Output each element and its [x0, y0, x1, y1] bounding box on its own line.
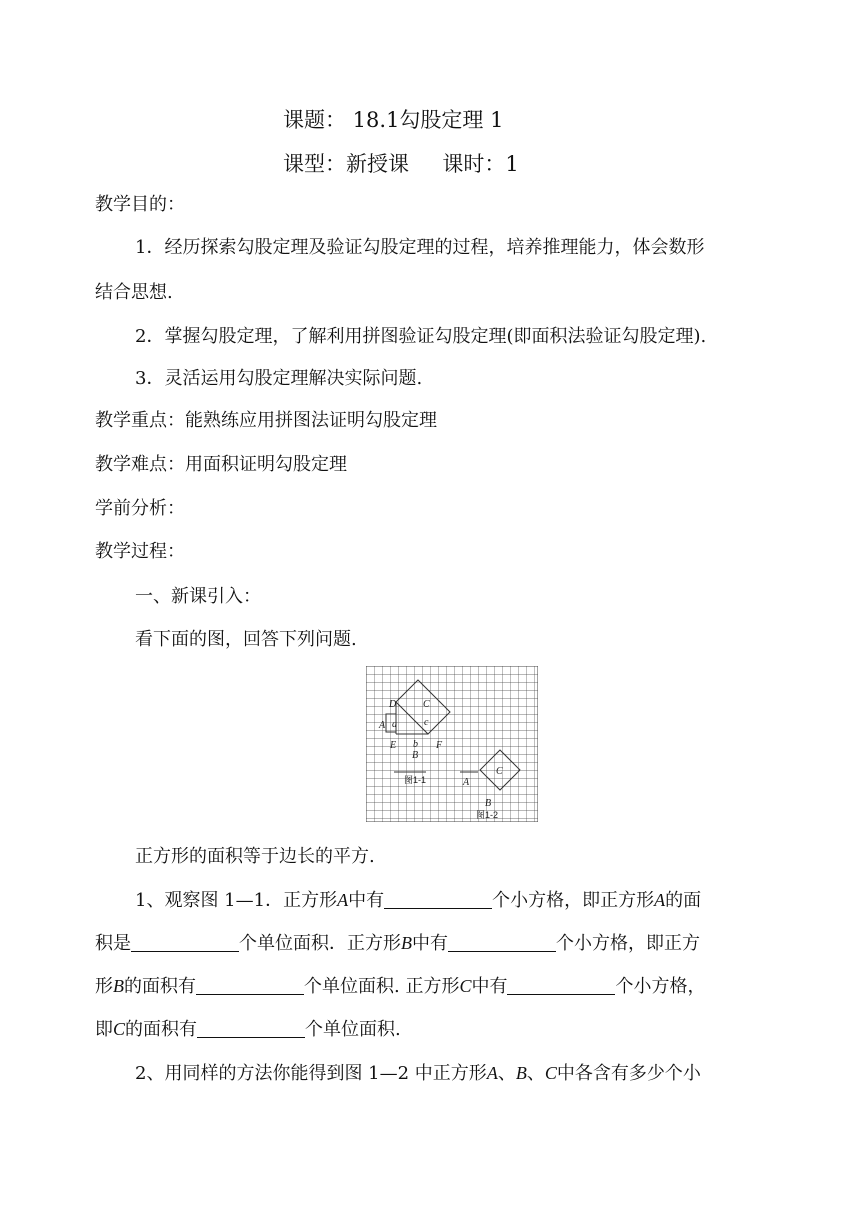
lesson-title: 课题： 18.1勾股定理 1	[283, 108, 504, 132]
q1-var-a: A	[337, 890, 349, 910]
label-a: a	[392, 719, 397, 730]
label-D: D	[389, 699, 397, 710]
look-instruction: 看下面的图，回答下列问题.	[135, 629, 357, 650]
lesson-type: 课型：新授课 课时：1	[283, 152, 519, 176]
answer-blank-5[interactable]	[507, 976, 615, 995]
q1-text-3: 个小方格，即正方形	[492, 890, 655, 911]
label-F: F	[436, 740, 443, 751]
pre-analysis: 学前分析：	[95, 498, 185, 519]
q1-l2-text-4: 个小方格，即正方	[556, 933, 700, 954]
square-area-statement: 正方形的面积等于边长的平方.	[135, 846, 375, 867]
q2-text-1: 2、用同样的方法你能得到图 1—2 中正方形	[135, 1063, 487, 1084]
goal-1-line-2: 结合思想.	[95, 282, 173, 303]
goals-heading: 教学目的：	[95, 194, 185, 215]
grid-figure	[366, 666, 538, 822]
q2-text-2: 中各含有多少个小	[556, 1063, 701, 1084]
answer-blank-6[interactable]	[197, 1019, 305, 1038]
q1-l4-text-2: 的面积有	[125, 1019, 198, 1040]
teaching-process: 教学过程：	[95, 541, 185, 562]
label-A: A	[379, 720, 386, 731]
q1-var-c: C	[459, 976, 472, 996]
difficulties: 教学难点：用面积证明勾股定理	[95, 454, 347, 475]
question-1-line-3	[95, 974, 705, 999]
label-A2: A	[463, 777, 470, 788]
question-1-line-4	[95, 1017, 401, 1042]
q2-var-b: B	[515, 1063, 527, 1083]
goal-3: 3．灵活运用勾股定理解决实际问题.	[135, 368, 423, 389]
q1-l3-text-4: 中有	[471, 976, 508, 997]
q1-text-4: 的面	[665, 890, 702, 911]
q1-l2-text-3: 中有	[412, 933, 448, 954]
answer-blank-4[interactable]	[196, 976, 304, 995]
answer-blank-1[interactable]	[384, 890, 492, 909]
q1-l4-text-1: 即	[95, 1019, 113, 1040]
q1-l2-text-1: 积是	[95, 933, 131, 954]
key-points: 教学重点：能熟练应用拼图法证明勾股定理	[95, 410, 437, 431]
q1-text-1: 1、观察图 1—1．正方形	[135, 890, 338, 911]
q1-l3-text-1: 形	[95, 976, 113, 997]
label-B2: B	[485, 798, 492, 809]
q1-l4-text-3: 个单位面积.	[305, 1019, 401, 1040]
goal-2: 2．掌握勾股定理，了解利用拼图验证勾股定理(即面积法验证勾股定理).	[135, 326, 707, 347]
q1-l3-text-2: 的面积有	[124, 976, 196, 997]
label-c: c	[424, 717, 429, 728]
label-C: C	[423, 699, 430, 710]
q2-sep-1: 、	[497, 1063, 516, 1084]
goal-1-line-1: 1．经历探索勾股定理及验证勾股定理的过程，培养推理能力，体会数形	[135, 237, 705, 258]
q1-var-b: B	[401, 933, 412, 953]
answer-blank-3[interactable]	[448, 933, 556, 952]
caption-fig-1-2: 图1-2	[476, 810, 499, 820]
caption-fig-1-1: 图1-1	[404, 775, 427, 785]
intro-heading: 一、新课引入：	[135, 586, 261, 607]
q1-l3-text-5: 个小方格，	[615, 976, 706, 997]
q1-var-a-2: A	[654, 890, 666, 910]
q1-l2-text-2: 个单位面积．正方形	[239, 933, 401, 954]
question-2-line-1	[135, 1061, 701, 1086]
q1-text-2: 中有	[348, 890, 385, 911]
label-B: B	[412, 750, 419, 761]
question-1-line-1	[135, 888, 701, 913]
label-E: E	[390, 740, 397, 751]
label-C2: C	[496, 766, 503, 777]
label-b: b	[413, 739, 418, 750]
q2-sep-2: 、	[526, 1063, 545, 1084]
q1-l3-text-3: 个单位面积. 正方形	[304, 976, 460, 997]
answer-blank-2[interactable]	[131, 933, 239, 952]
q2-var-a: A	[486, 1063, 498, 1083]
question-1-line-2	[95, 931, 700, 956]
q2-var-c: C	[544, 1063, 557, 1083]
q1-var-c-2: C	[113, 1019, 126, 1039]
q1-var-b-2: B	[113, 976, 124, 996]
